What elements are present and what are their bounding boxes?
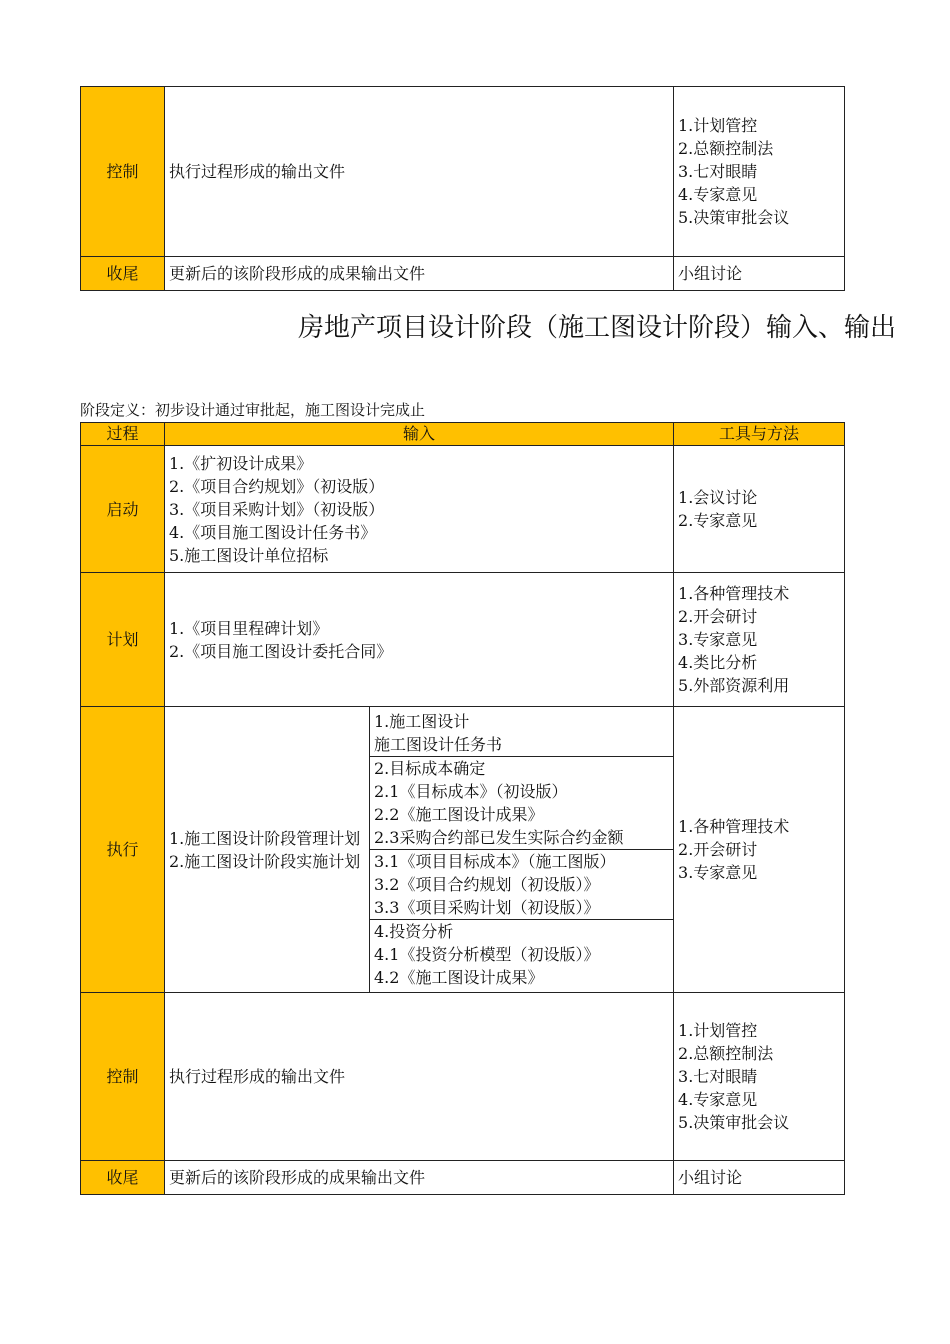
list-item: 1.《扩初设计成果》 — [169, 453, 313, 473]
list-item: 2.《项目合约规划》（初设版） — [169, 476, 385, 496]
tools-cell: 小组讨论 — [674, 1161, 845, 1195]
input-cell — [165, 573, 674, 707]
table-row-execute — [81, 707, 845, 993]
list-item: 1.施工图设计 — [374, 712, 470, 731]
sub-group — [370, 850, 673, 920]
stage-definition: 阶段定义：初步设计通过审批起，施工图设计完成止 — [80, 401, 426, 419]
tools-cell — [674, 446, 845, 573]
table-row-closing — [81, 257, 845, 291]
list-item: 4.1《投资分析模型（初设版）》 — [374, 945, 600, 964]
sub-group — [370, 757, 673, 850]
list-item: 2.开会研讨 — [678, 607, 758, 626]
header-process: 过程 — [81, 423, 165, 446]
list-item: 4.2《施工图设计成果》 — [374, 968, 544, 987]
list-item: 2.专家意见 — [678, 511, 758, 530]
input-cell — [165, 446, 674, 573]
list-item: 1.各种管理技术 — [678, 817, 790, 836]
table-header-row — [81, 423, 845, 446]
input-cell — [165, 707, 370, 993]
list-item: 4.专家意见 — [678, 185, 758, 204]
main-table — [80, 422, 845, 1195]
list-item: 2.开会研讨 — [678, 840, 758, 859]
list-item: 4.投资分析 — [374, 922, 454, 941]
list-item: 1.各种管理技术 — [678, 584, 790, 603]
header-input: 输入 — [165, 423, 674, 446]
input-cell: 执行过程形成的输出文件 — [165, 87, 674, 257]
list-item: 2.总额控制法 — [678, 1044, 774, 1063]
list-item: 2.施工图设计阶段实施计划 — [169, 851, 361, 871]
stage-label: 启动 — [81, 446, 165, 573]
list-item: 5.外部资源利用 — [678, 676, 790, 695]
list-item: 3.专家意见 — [678, 630, 758, 649]
list-item: 4.《项目施工图设计任务书》 — [169, 522, 377, 542]
list-item: 1.施工图设计阶段管理计划 — [169, 828, 361, 848]
list-item: 2.2《施工图设计成果》 — [374, 805, 544, 824]
stage-label: 控制 — [81, 993, 165, 1161]
list-item: 2.《项目施工图设计委托合同》 — [169, 641, 393, 661]
list-item: 3.专家意见 — [678, 863, 758, 882]
header-tools: 工具与方法 — [674, 423, 845, 446]
tools-cell — [674, 87, 845, 257]
list-item: 施工图设计任务书 — [374, 735, 503, 754]
top-table — [80, 86, 845, 291]
list-item: 3.七对眼睛 — [678, 1067, 758, 1086]
stage-label: 收尾 — [81, 257, 165, 291]
list-item: 2.目标成本确定 — [374, 759, 486, 778]
list-item: 4.专家意见 — [678, 1090, 758, 1109]
list-item: 5.施工图设计单位招标 — [169, 545, 329, 565]
list-item: 1.《项目里程碑计划》 — [169, 618, 329, 638]
list-item: 3.1《项目目标成本》（施工图版） — [374, 852, 616, 871]
sub-group — [370, 710, 673, 757]
tools-cell: 小组讨论 — [674, 257, 845, 291]
list-item: 2.3采购合约部已发生实际合约金额 — [374, 828, 624, 847]
input-cell: 更新后的该阶段形成的成果输出文件 — [165, 1161, 674, 1195]
list-item: 1.计划管控 — [678, 1021, 758, 1040]
table-row-closing — [81, 1161, 845, 1195]
list-item: 3.2《项目合约规划（初设版）》 — [374, 875, 600, 894]
tools-cell — [674, 573, 845, 707]
stage-label: 收尾 — [81, 1161, 165, 1195]
list-item: 2.总额控制法 — [678, 139, 774, 158]
list-item: 3.3《项目采购计划（初设版）》 — [374, 898, 600, 917]
input-cell: 更新后的该阶段形成的成果输出文件 — [165, 257, 674, 291]
page-title: 房地产项目设计阶段（施工图设计阶段）输入、输出 — [297, 313, 896, 343]
list-item: 3.《项目采购计划》（初设版） — [169, 499, 385, 519]
input-cell: 执行过程形成的输出文件 — [165, 993, 674, 1161]
sub-input-cell — [370, 707, 674, 993]
list-item: 5.决策审批会议 — [678, 208, 790, 227]
table-row-start — [81, 446, 845, 573]
table-row-control — [81, 993, 845, 1161]
stage-label: 控制 — [81, 87, 165, 257]
tools-cell — [674, 993, 845, 1161]
stage-label: 计划 — [81, 573, 165, 707]
sub-group — [370, 920, 673, 989]
table-row-control — [81, 87, 845, 257]
list-item: 5.决策审批会议 — [678, 1113, 790, 1132]
list-item: 1.会议讨论 — [678, 488, 758, 507]
list-item: 1.计划管控 — [678, 116, 758, 135]
table-row-plan — [81, 573, 845, 707]
tools-cell — [674, 707, 845, 993]
list-item: 2.1《目标成本》（初设版） — [374, 782, 568, 801]
list-item: 3.七对眼睛 — [678, 162, 758, 181]
stage-label: 执行 — [81, 707, 165, 993]
list-item: 4.类比分析 — [678, 653, 758, 672]
